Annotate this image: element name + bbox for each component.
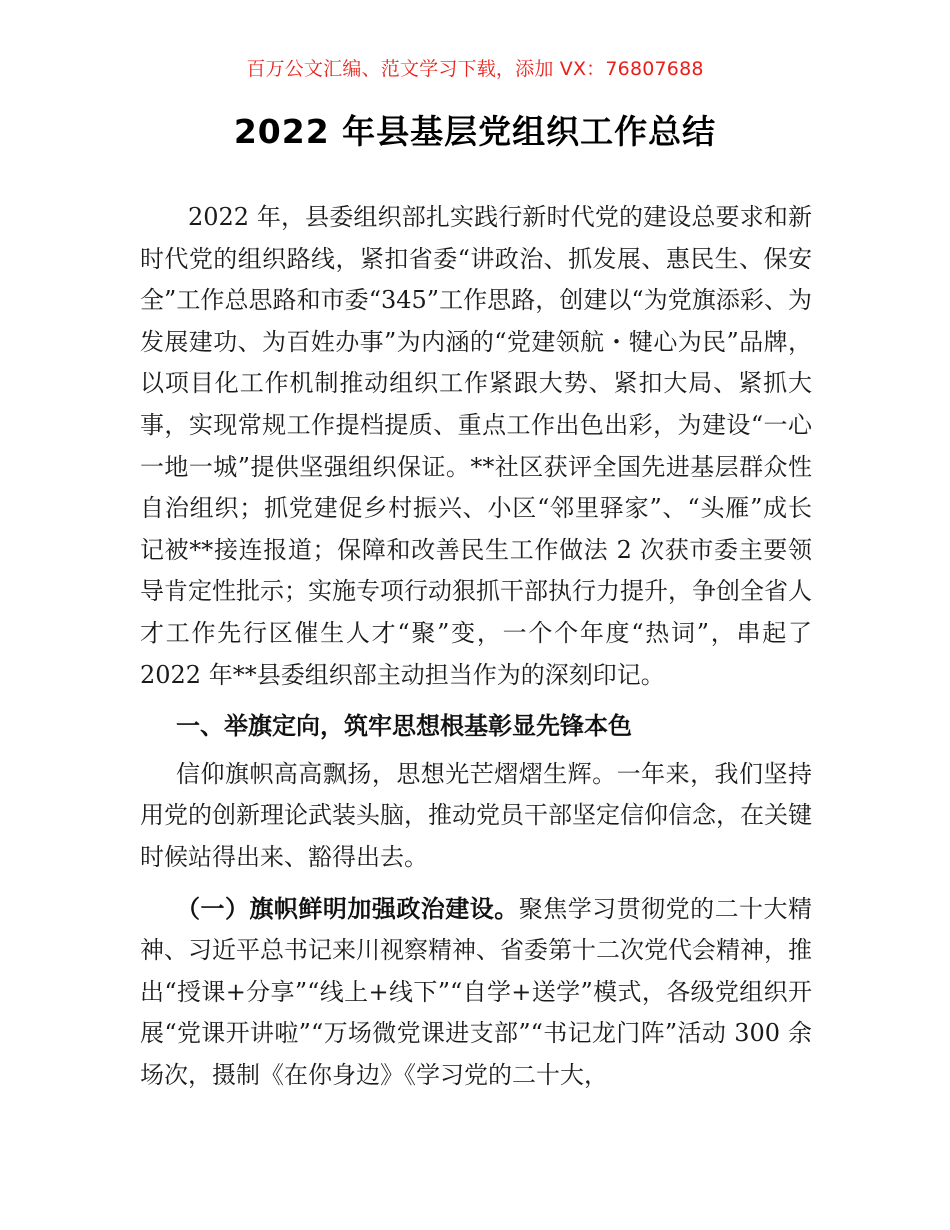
subsection-text: 聚焦学习贯彻党的二十大精神、习近平总书记来川视察精神、省委第十二次党代会精神，推出“授课+分享”“线上+线下”“自学+送学”模式，各级党组织开展“党课开讲啦”“万场微党课进支部”“书记龙门阵”活动 300 余场次，摄制《在你身边》《学习党的二十大， [140,894,813,1089]
intro-paragraph: 2022 年，县委组织部扎实践行新时代党的建设总要求和新时代党的组织路线，紧扣省委“讲政治、抓发展、惠民生、保安全”工作总思路和市委“345”工作思路，创建以“为党旗添彩、为发展建功、为百姓办事”为内涵的“党建领航・犍心为民”品牌，以项目化工作机制推动组织工作紧跟大势、紧扣大局、紧抓大事，实现常规工作提档提质、重点工作出色出彩，为建设“一心一地一城”提供坚强组织保证。**社区获评全国先进基层群众性自治组织；抓党建促乡村振兴、小区“邻里驿家”、“头雁”成长记被**接连报道；保障和改善民生工作做法 2 次获市委主要领导肯定性批示；实施专项行动狠抓干部执行力提升，争创全省人才工作先行区催生人才“聚”变，一个个年度“热词”，串起了 2022 年**县委组织部主动担当作为的深刻印记。 [140,203,812,689]
section-heading: 一、举旗定向，筑牢思想根基彰显先锋本色 [176,712,632,741]
promo-banner: 百万公文汇编、范文学习下载，添加 VX：76807688 [246,58,704,80]
subsection-heading: （一）旗帜鲜明加强政治建设。 [176,894,519,923]
section-intro-paragraph: 信仰旗帜高高飘扬，思想光芒熠熠生辉。一年来，我们坚持用党的创新理论武装头脑，推动党员干部坚定信仰信念，在关键时候站得出来、豁得出去。 [140,759,812,871]
document-body [140,197,812,1096]
page-title: 2022 年县基层党组织工作总结 [233,112,717,151]
subsection-paragraph [140,889,812,1097]
